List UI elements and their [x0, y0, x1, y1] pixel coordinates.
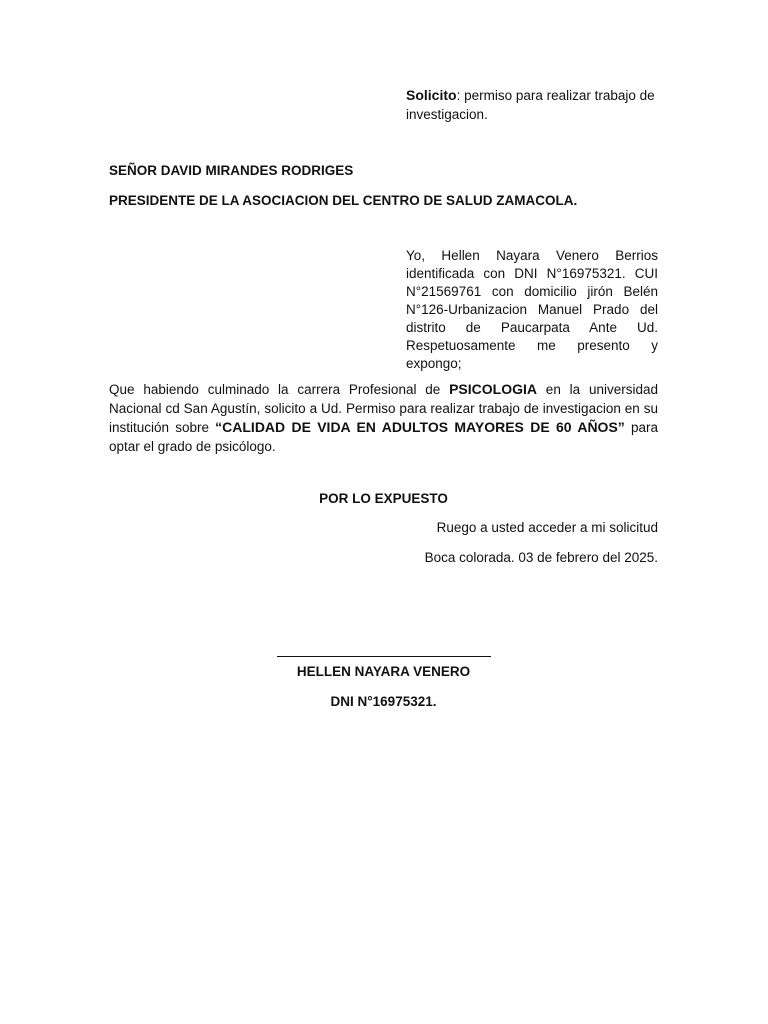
subject-line — [406, 86, 666, 124]
body-text-1: Que habiendo culminado la carrera Profesional de — [109, 382, 450, 397]
body-text-2: en la universidad Nacional cd San Agustín, solicito a Ud. Permiso para realizar trabajo de investigacion en su institución sobre — [109, 382, 658, 435]
subject-text: : permiso para realizar trabajo de investigacion. — [406, 88, 655, 122]
body-paragraph — [109, 380, 658, 456]
signer-name: HELLEN NAYARA VENERO — [296, 664, 471, 679]
request-line: Ruego a usted acceder a mi solicitud — [436, 520, 658, 535]
addressee-title: PRESIDENTE DE LA ASOCIACION DEL CENTRO DE SALUD ZAMACOLA. — [109, 193, 578, 208]
addressee-name: SEÑOR DAVID MIRANDES RODRIGES — [109, 163, 354, 178]
career-name: PSICOLOGIA — [449, 381, 537, 397]
research-topic: “CALIDAD DE VIDA EN ADULTOS MAYORES DE 60 AÑOS” — [215, 419, 625, 435]
subject-label: Solicito — [406, 87, 457, 103]
intro-paragraph: Yo, Hellen Nayara Venero Berrios identificada con DNI N°16975321. CUI N°21569761 con domicilio jirón Belén N°126-Urbanizacion Manuel Prado del distrito de Paucarpata Ante Ud. Respetuosamente me presento y expongo; — [406, 248, 658, 371]
signer-dni: DNI N°16975321. — [330, 694, 437, 709]
signature-line — [277, 656, 491, 657]
date-line: Boca colorada. 03 de febrero del 2025. — [424, 550, 658, 565]
body-text-3: para optar el grado de psicólogo. — [109, 420, 658, 454]
por-lo-expuesto-heading: POR LO EXPUESTO — [319, 491, 448, 506]
